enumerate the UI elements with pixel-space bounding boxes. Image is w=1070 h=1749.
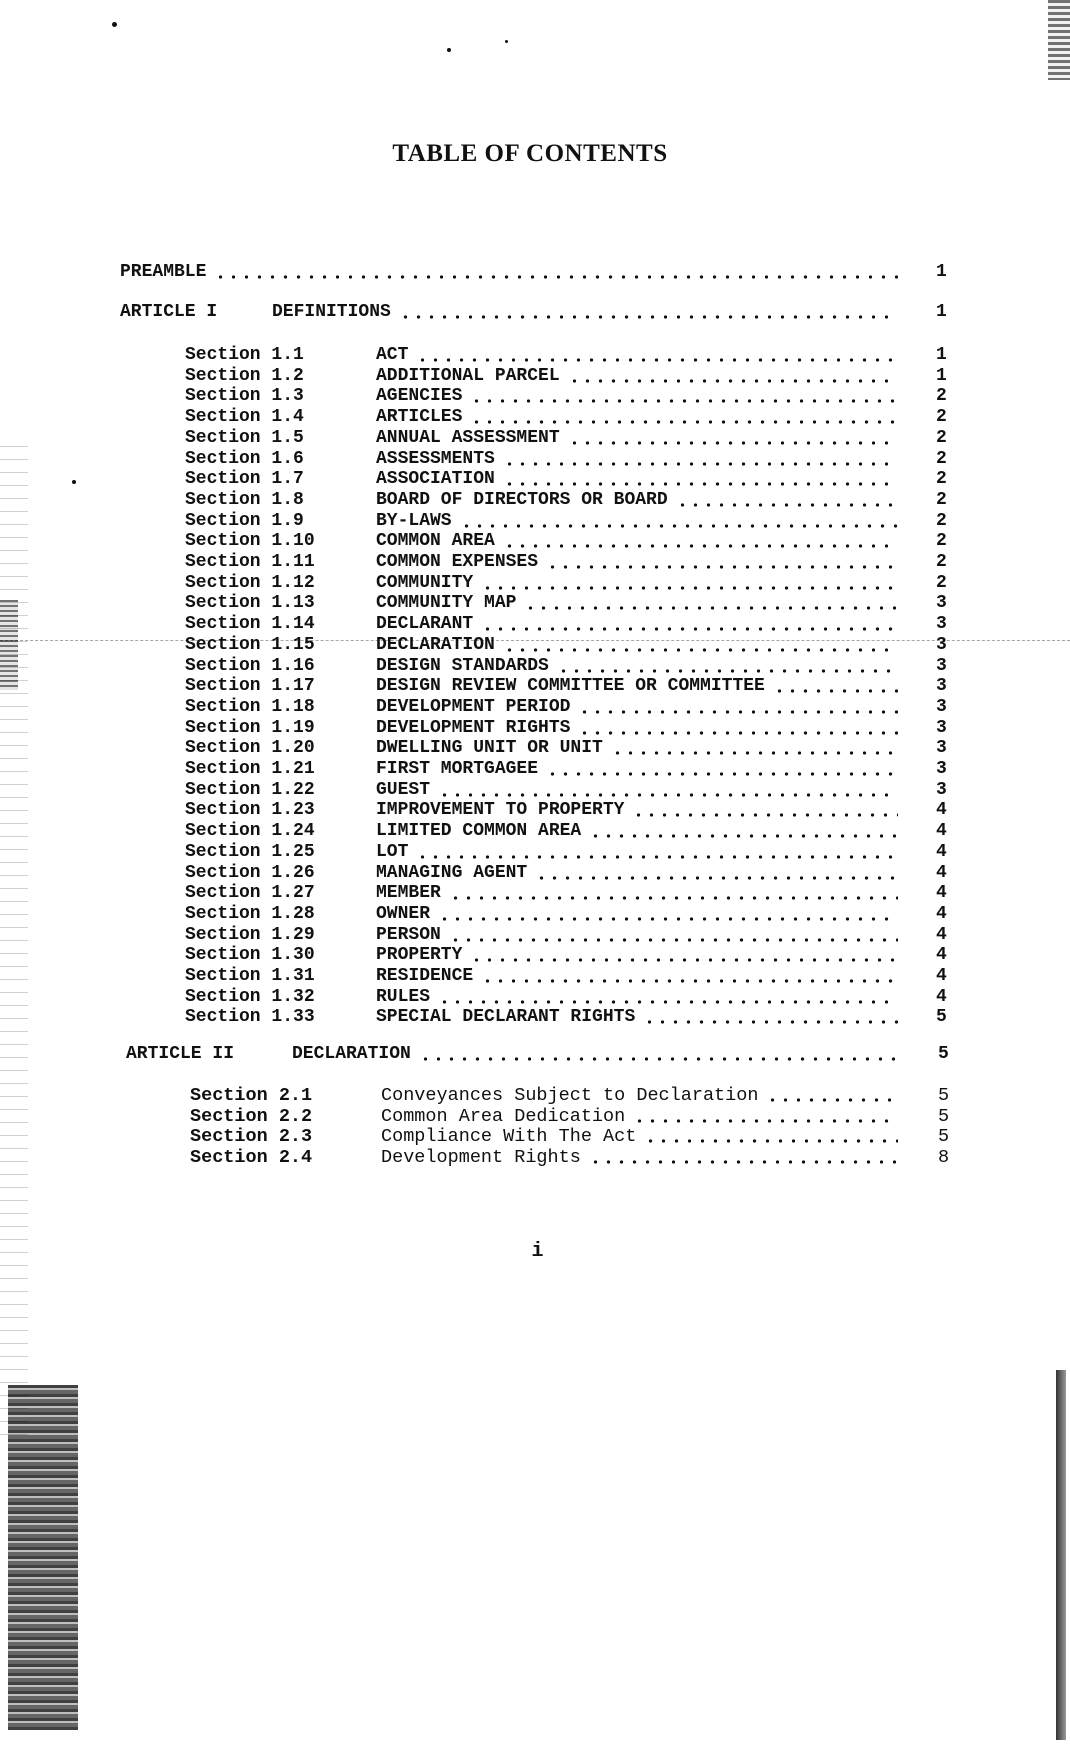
toc-entry-title: ASSESSMENTS bbox=[376, 448, 495, 469]
toc-row-section[interactable] bbox=[0, 1147, 1070, 1167]
toc-page-number: 4 bbox=[936, 945, 947, 966]
toc-entry-title: COMMON AREA bbox=[376, 531, 495, 552]
toc-page-number: 5 bbox=[938, 1126, 950, 1147]
toc-row-section[interactable] bbox=[0, 738, 1070, 758]
toc-entry-title: SPECIAL DECLARANT RIGHTS bbox=[376, 1007, 636, 1028]
toc-entry-title: Development Rights bbox=[381, 1146, 581, 1168]
dot-leader bbox=[568, 441, 898, 445]
toc-row-section[interactable] bbox=[0, 573, 1070, 593]
toc-section-number: Section 1.12 bbox=[185, 572, 315, 593]
toc-row-section[interactable] bbox=[0, 531, 1070, 551]
toc-entry-title: Common Area Dedication bbox=[381, 1105, 626, 1127]
toc-section-number: Section 1.2 bbox=[185, 365, 304, 386]
toc-row-section[interactable] bbox=[0, 490, 1070, 510]
toc-page-number: 4 bbox=[936, 966, 947, 986]
toc-page-number: 5 bbox=[938, 1085, 950, 1106]
toc-row-section[interactable] bbox=[0, 842, 1070, 862]
toc-page-number: 4 bbox=[936, 924, 947, 945]
dot-leader bbox=[643, 1020, 898, 1024]
toc-page-number: 1 bbox=[936, 345, 947, 365]
toc-entry-title: DECLARANT bbox=[376, 614, 474, 635]
toc-page-number: 4 bbox=[936, 800, 947, 821]
dot-leader bbox=[546, 565, 898, 569]
toc-page-number: 2 bbox=[936, 531, 947, 552]
toc-row-section[interactable] bbox=[0, 925, 1070, 945]
toc-section-number: Section 1.28 bbox=[185, 903, 315, 924]
toc-section-number: Section 1.5 bbox=[185, 427, 304, 448]
toc-section-number: Section 1.33 bbox=[185, 1007, 315, 1028]
toc-entry-title: DEVELOPMENT RIGHTS bbox=[376, 717, 571, 738]
scan-artifact-top-right bbox=[1048, 0, 1070, 80]
toc-row-section[interactable] bbox=[0, 966, 1070, 986]
dot-leader bbox=[773, 689, 898, 693]
toc-section-number: Section 1.19 bbox=[185, 717, 315, 738]
dot-leader bbox=[416, 358, 898, 362]
toc-entry-title: RULES bbox=[376, 986, 431, 1007]
toc-section-number: Section 1.8 bbox=[185, 489, 304, 510]
toc-row-section[interactable] bbox=[0, 697, 1070, 717]
toc-page-number: 2 bbox=[936, 427, 947, 448]
toc-entry-title: BY-LAWS bbox=[376, 510, 452, 531]
toc-page-number: 4 bbox=[936, 903, 947, 924]
toc-entry-title: AGENCIES bbox=[376, 386, 463, 407]
dot-leader bbox=[481, 586, 898, 590]
dot-leader bbox=[503, 544, 898, 548]
page-number: i bbox=[531, 1240, 544, 1263]
toc-row-section[interactable] bbox=[0, 511, 1070, 531]
toc-page-number: 3 bbox=[936, 717, 947, 738]
toc-section-number: Section 2.2 bbox=[190, 1105, 313, 1127]
dot-leader bbox=[438, 1000, 898, 1004]
dot-leader bbox=[503, 648, 898, 652]
dot-leader bbox=[611, 751, 898, 755]
toc-page-number: 4 bbox=[936, 862, 947, 883]
toc-entry-title: ASSOCIATION bbox=[376, 469, 495, 490]
toc-row-section[interactable] bbox=[0, 1126, 1070, 1146]
toc-row-section[interactable] bbox=[0, 407, 1070, 427]
scan-speck bbox=[447, 48, 451, 52]
toc-row-article-1[interactable] bbox=[0, 302, 1070, 322]
toc-row-section[interactable] bbox=[0, 1085, 1070, 1105]
toc-row-section[interactable] bbox=[0, 1106, 1070, 1126]
toc-page-number: 5 bbox=[938, 1105, 950, 1127]
toc-entry-label: ARTICLE I bbox=[120, 302, 218, 322]
toc-row-section[interactable] bbox=[0, 945, 1070, 965]
toc-row-section[interactable] bbox=[0, 821, 1070, 841]
toc-row-section[interactable] bbox=[0, 676, 1070, 696]
toc-page-number: 3 bbox=[936, 655, 947, 676]
toc-entry-title: PROPERTY bbox=[376, 945, 463, 966]
toc-row-section[interactable] bbox=[0, 800, 1070, 820]
toc-page-number: 2 bbox=[936, 489, 947, 510]
toc-entry-title: DWELLING UNIT OR UNIT bbox=[376, 738, 603, 759]
toc-page-number: 3 bbox=[936, 738, 947, 759]
toc-section-number: Section 1.15 bbox=[185, 634, 315, 655]
toc-section-number: Section 1.32 bbox=[185, 986, 315, 1007]
toc-row-section[interactable] bbox=[0, 863, 1070, 883]
toc-section-number: Section 1.4 bbox=[185, 407, 304, 428]
dot-leader bbox=[578, 731, 898, 735]
toc-entry-title: PERSON bbox=[376, 924, 441, 945]
toc-section-number: Section 1.13 bbox=[185, 593, 315, 614]
toc-entry-title: COMMON EXPENSES bbox=[376, 552, 539, 572]
toc-row-section[interactable] bbox=[0, 366, 1070, 386]
toc-entry-title: DESIGN REVIEW COMMITTEE OR COMMITTEE bbox=[376, 676, 765, 697]
scan-speck bbox=[112, 22, 117, 27]
toc-page-number: 1 bbox=[936, 262, 947, 282]
toc-page-number: 2 bbox=[936, 552, 947, 572]
toc-page-number: 3 bbox=[936, 759, 947, 779]
toc-section-number: Section 1.23 bbox=[185, 800, 315, 821]
toc-page-number: 4 bbox=[936, 821, 947, 842]
toc-entry-title: DEVELOPMENT PERIOD bbox=[376, 696, 571, 717]
toc-row-section[interactable] bbox=[0, 656, 1070, 676]
dot-leader bbox=[438, 793, 898, 797]
toc-page-number: 1 bbox=[936, 365, 947, 386]
toc-entry-title: COMMUNITY MAP bbox=[376, 593, 517, 614]
toc-entry-title: MEMBER bbox=[376, 883, 441, 904]
toc-section-number: Section 1.10 bbox=[185, 531, 315, 552]
toc-section-number: Section 1.25 bbox=[185, 841, 315, 862]
toc-entry-title: LOT bbox=[376, 841, 409, 862]
toc-page-number: 2 bbox=[936, 510, 947, 531]
toc-row-section[interactable] bbox=[0, 759, 1070, 779]
dot-leader bbox=[568, 379, 898, 383]
toc-row-section[interactable] bbox=[0, 428, 1070, 448]
toc-row-section[interactable] bbox=[0, 386, 1070, 406]
toc-page-number: 5 bbox=[938, 1044, 949, 1064]
toc-entry-title: DESIGN STANDARDS bbox=[376, 655, 549, 676]
toc-row-section[interactable] bbox=[0, 904, 1070, 924]
toc-page-number: 2 bbox=[936, 386, 947, 407]
dot-leader bbox=[557, 669, 898, 673]
dot-leader bbox=[546, 772, 898, 776]
toc-section-number: Section 1.9 bbox=[185, 510, 304, 531]
dot-leader bbox=[399, 315, 898, 319]
toc-section-number: Section 2.4 bbox=[190, 1146, 313, 1168]
toc-section-number: Section 1.18 bbox=[185, 696, 315, 717]
dot-leader bbox=[449, 938, 898, 942]
dot-leader bbox=[503, 482, 898, 486]
toc-page-number: 4 bbox=[936, 986, 947, 1007]
toc-entry-title: DEFINITIONS bbox=[272, 302, 391, 322]
dot-leader bbox=[438, 917, 898, 921]
toc-row-article-2[interactable] bbox=[0, 1044, 1070, 1064]
dot-leader bbox=[481, 979, 898, 983]
toc-section-number: Section 1.24 bbox=[185, 821, 315, 842]
dot-leader bbox=[633, 1119, 898, 1123]
toc-section-number: Section 1.27 bbox=[185, 883, 315, 904]
toc-entry-title: Compliance With The Act bbox=[381, 1126, 637, 1147]
toc-row-section[interactable] bbox=[0, 593, 1070, 613]
toc-page-number: 2 bbox=[936, 407, 947, 428]
toc-entry-title: ANNUAL ASSESSMENT bbox=[376, 427, 560, 448]
dot-leader bbox=[416, 855, 898, 859]
toc-section-number: Section 2.1 bbox=[190, 1085, 313, 1106]
toc-page-number: 2 bbox=[936, 572, 947, 593]
dot-leader bbox=[470, 420, 898, 424]
scan-artifact-bottom-right bbox=[1056, 1370, 1066, 1740]
toc-entry-title: RESIDENCE bbox=[376, 966, 474, 986]
toc-row-section[interactable] bbox=[0, 635, 1070, 655]
toc-section-number: Section 1.14 bbox=[185, 614, 315, 635]
toc-page-number: 3 bbox=[936, 593, 947, 614]
dot-leader bbox=[481, 627, 898, 631]
toc-page-number: 2 bbox=[936, 469, 947, 490]
toc-section-number: Section 1.11 bbox=[185, 552, 315, 572]
dot-leader bbox=[214, 275, 898, 279]
toc-page-number: 3 bbox=[936, 634, 947, 655]
toc-section-number: Section 1.17 bbox=[185, 676, 315, 697]
toc-page-number: 3 bbox=[936, 614, 947, 635]
toc-page-number: 1 bbox=[936, 302, 947, 322]
scan-speck bbox=[505, 40, 508, 43]
toc-section-number: Section 1.20 bbox=[185, 738, 315, 759]
dot-leader bbox=[470, 399, 898, 403]
dot-leader bbox=[419, 1057, 898, 1061]
toc-row-section[interactable] bbox=[0, 345, 1070, 365]
toc-page-number: 3 bbox=[936, 676, 947, 697]
dot-leader bbox=[766, 1098, 898, 1102]
toc-row-section[interactable] bbox=[0, 780, 1070, 800]
toc-page-number: 4 bbox=[936, 883, 947, 904]
dot-leader bbox=[644, 1139, 898, 1143]
toc-row-section[interactable] bbox=[0, 987, 1070, 1007]
toc-section-number: Section 1.6 bbox=[185, 448, 304, 469]
toc-page-number: 8 bbox=[938, 1146, 950, 1168]
toc-section-number: Section 1.16 bbox=[185, 655, 315, 676]
toc-page-number: 4 bbox=[936, 841, 947, 862]
toc-section-number: Section 1.30 bbox=[185, 945, 315, 966]
toc-section-number: Section 2.3 bbox=[190, 1126, 313, 1147]
toc-section-number: Section 1.21 bbox=[185, 759, 315, 779]
toc-page-number: 3 bbox=[936, 696, 947, 717]
page-title: TABLE OF CONTENTS bbox=[392, 140, 668, 167]
dot-leader bbox=[632, 813, 898, 817]
toc-entry-title: COMMUNITY bbox=[376, 572, 474, 593]
toc-page-number: 3 bbox=[936, 779, 947, 800]
toc-page-number: 5 bbox=[936, 1007, 947, 1028]
toc-row-section[interactable] bbox=[0, 883, 1070, 903]
toc-page-number: 2 bbox=[936, 448, 947, 469]
dot-leader bbox=[470, 958, 898, 962]
toc-entry-title: IMPROVEMENT TO PROPERTY bbox=[376, 800, 625, 821]
toc-section-number: Section 1.26 bbox=[185, 862, 315, 883]
toc-row-section[interactable] bbox=[0, 552, 1070, 572]
dot-leader bbox=[589, 834, 898, 838]
dot-leader bbox=[503, 462, 898, 466]
toc-entry-label: ARTICLE II bbox=[126, 1044, 235, 1064]
toc-entry-title: DECLARATION bbox=[292, 1044, 411, 1064]
toc-entry-title: MANAGING AGENT bbox=[376, 862, 528, 883]
toc-section-number: Section 1.31 bbox=[185, 966, 315, 986]
toc-entry-title: DECLARATION bbox=[376, 634, 495, 655]
toc-entry-title: OWNER bbox=[376, 903, 431, 924]
dot-leader bbox=[535, 876, 898, 880]
dot-leader bbox=[460, 524, 898, 528]
dot-leader bbox=[578, 710, 898, 714]
toc-row-preamble[interactable] bbox=[0, 262, 1070, 282]
toc-entry-title: FIRST MORTGAGEE bbox=[376, 759, 539, 779]
toc-entry-title: ADDITIONAL PARCEL bbox=[376, 365, 560, 386]
toc-row-section[interactable] bbox=[0, 469, 1070, 489]
toc-section-number: Section 1.3 bbox=[185, 386, 304, 407]
toc-entry-title: ARTICLES bbox=[376, 407, 463, 428]
toc-entry-title: GUEST bbox=[376, 779, 431, 800]
toc-entry-title: Conveyances Subject to Declaration bbox=[381, 1085, 759, 1106]
dot-leader bbox=[449, 896, 898, 900]
toc-row-section[interactable] bbox=[0, 449, 1070, 469]
toc-row-section[interactable] bbox=[0, 718, 1070, 738]
toc-entry-label: PREAMBLE bbox=[120, 262, 207, 282]
toc-row-section[interactable] bbox=[0, 1007, 1070, 1027]
toc-row-section[interactable] bbox=[0, 614, 1070, 634]
toc-entry-title: ACT bbox=[376, 345, 409, 365]
toc-section-number: Section 1.1 bbox=[185, 345, 304, 365]
dot-leader bbox=[589, 1160, 898, 1164]
toc-entry-title: BOARD OF DIRECTORS OR BOARD bbox=[376, 489, 668, 510]
toc-entry-title: LIMITED COMMON AREA bbox=[376, 821, 582, 842]
scan-artifact-bottom-left bbox=[8, 1385, 78, 1730]
dot-leader bbox=[676, 503, 898, 507]
toc-section-number: Section 1.22 bbox=[185, 779, 315, 800]
toc-section-number: Section 1.29 bbox=[185, 924, 315, 945]
toc-section-number: Section 1.7 bbox=[185, 469, 304, 490]
dot-leader bbox=[524, 606, 898, 610]
